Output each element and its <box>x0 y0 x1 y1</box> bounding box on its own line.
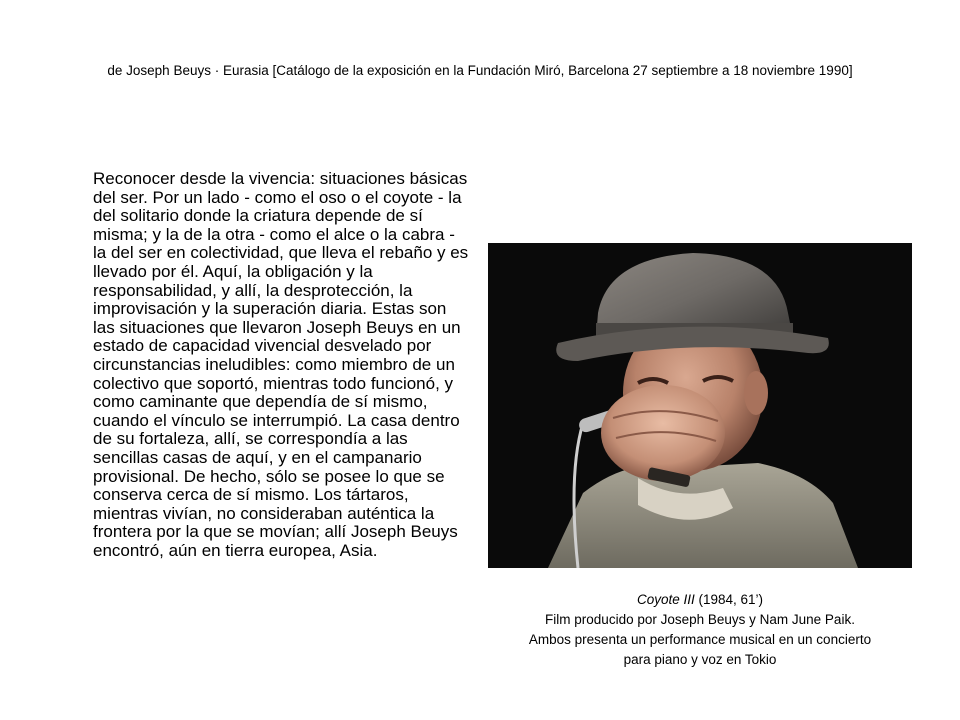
body-paragraph: Reconocer desde la vivencia: situaciones básicas del ser. Por un lado - como el oso o el coyote - la del solitario donde la criatura depende de sí misma; y la de la otra - como el alce o la cabra - la del ser en colectividad, que lleva el rebaño y es llevado por él. Aquí, la obligación y la responsabilidad, y allí, la desprotección, la improvisación y la superación diaria. Estas son las situaciones que llevaron Joseph Beuys en un estado de capacidad vivencial desvelado por circunstancias ineludibles: como miembro de un colectivo que soportó, mientras todo funcionó, y como caminante que dependía de sí mismo, cuando el vínculo se interrumpió. La casa dentro de su fortaleza, allí, se correspondía a las sencillas casas de aquí, y en el campanario provisional. De hecho, sólo se posee lo que se conserva cerca de sí mismo. Los tártaros, mientras vivían, no consideraban auténtica la frontera por la que se movían; allí Joseph Beuys encontró, aún en tierra europea, Asia. <box>93 169 469 560</box>
caption-line-producers: Film producido por Joseph Beuys y Nam June Paik. <box>545 612 855 627</box>
caption-film-meta: (1984, 61’) <box>694 592 764 607</box>
photo-caption <box>488 590 912 670</box>
performer-illustration <box>488 243 912 568</box>
caption-line-location: para piano y voz en Tokio <box>623 652 777 667</box>
caption-line-film <box>488 590 912 610</box>
caption-film-title: Coyote III <box>636 592 695 607</box>
caption-line-performance: Ambos presenta un performance musical en un concierto <box>528 632 872 647</box>
slide-title: de Joseph Beuys · Eurasia [Catálogo de la exposición en la Fundación Miró, Barcelona 27 septiembre a 18 noviembre 1990] <box>107 63 853 78</box>
photo-beuys-harmonica <box>488 243 912 568</box>
